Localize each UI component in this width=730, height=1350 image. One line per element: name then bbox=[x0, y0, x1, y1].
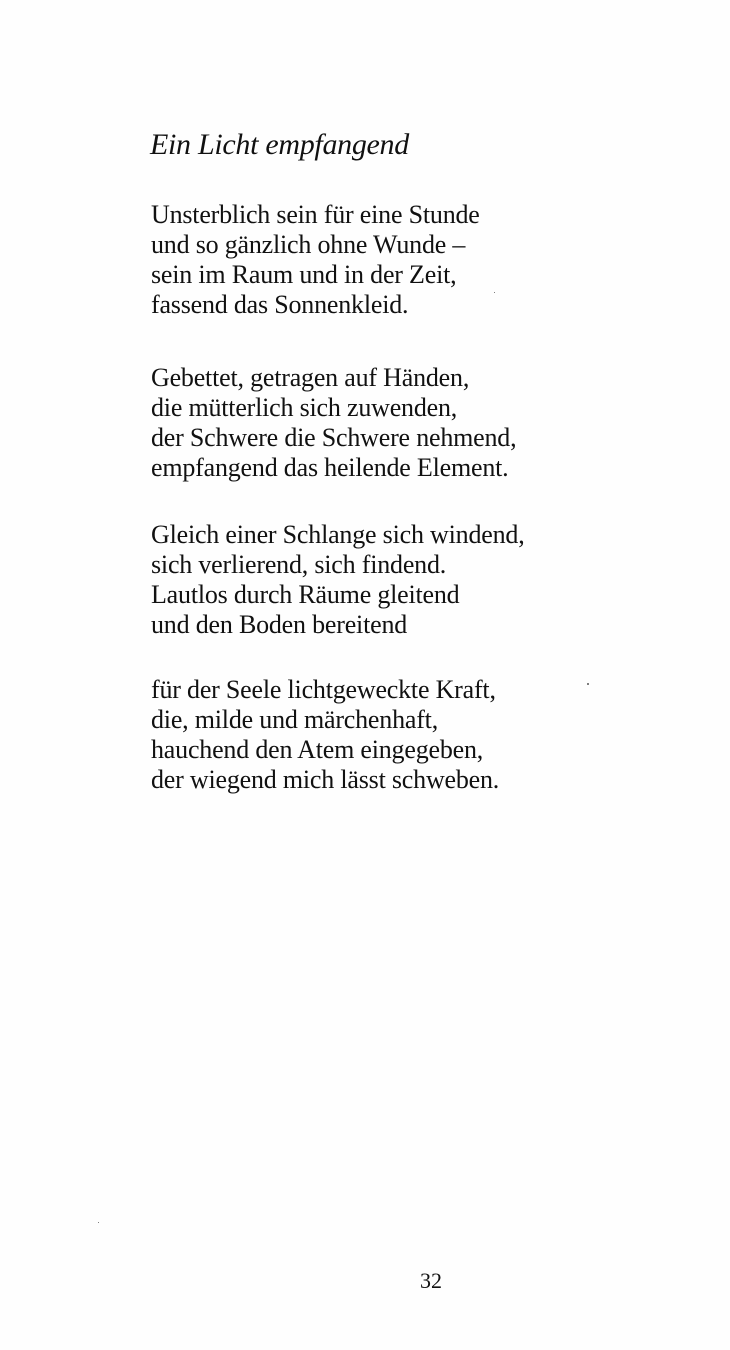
poem-line: Gebettet, getragen auf Händen, bbox=[151, 363, 470, 392]
poem-line: die mütterlich sich zuwenden, bbox=[151, 393, 458, 422]
poem-line: Unsterblich sein für eine Stunde bbox=[151, 200, 480, 229]
poem-line: fassend das Sonnenkleid. bbox=[151, 290, 409, 319]
poem-line: Gleich einer Schlange sich windend, bbox=[151, 520, 525, 549]
poem-line: die, milde und märchenhaft, bbox=[151, 705, 438, 734]
poem-line: der wiegend mich lässt schweben. bbox=[151, 765, 500, 794]
poem-line: und so gänzlich ohne Wunde – bbox=[151, 230, 466, 259]
poem-line: sein im Raum und in der Zeit, bbox=[151, 260, 457, 289]
stanza-1 bbox=[151, 200, 480, 320]
stanza-4 bbox=[151, 675, 499, 795]
poem-title: Ein Licht empfangend bbox=[150, 128, 409, 161]
stanza-2 bbox=[151, 363, 516, 483]
poem-line: der Schwere die Schwere nehmend, bbox=[151, 423, 517, 452]
poem-line: hauchend den Atem eingegeben, bbox=[151, 735, 484, 764]
print-speck bbox=[98, 1222, 99, 1223]
poem-line: Lautlos durch Räume gleitend bbox=[151, 580, 460, 609]
stanza-3 bbox=[151, 520, 525, 640]
print-speck bbox=[587, 683, 589, 685]
poem-line: für der Seele lichtgeweckte Kraft, bbox=[151, 675, 496, 704]
page-number: 32 bbox=[420, 1268, 442, 1293]
poem-line: empfangend das heilende Element. bbox=[151, 453, 509, 482]
poem-line: sich verlierend, sich findend. bbox=[151, 550, 447, 579]
print-speck bbox=[494, 292, 495, 293]
poem-line: und den Boden bereitend bbox=[151, 610, 408, 639]
